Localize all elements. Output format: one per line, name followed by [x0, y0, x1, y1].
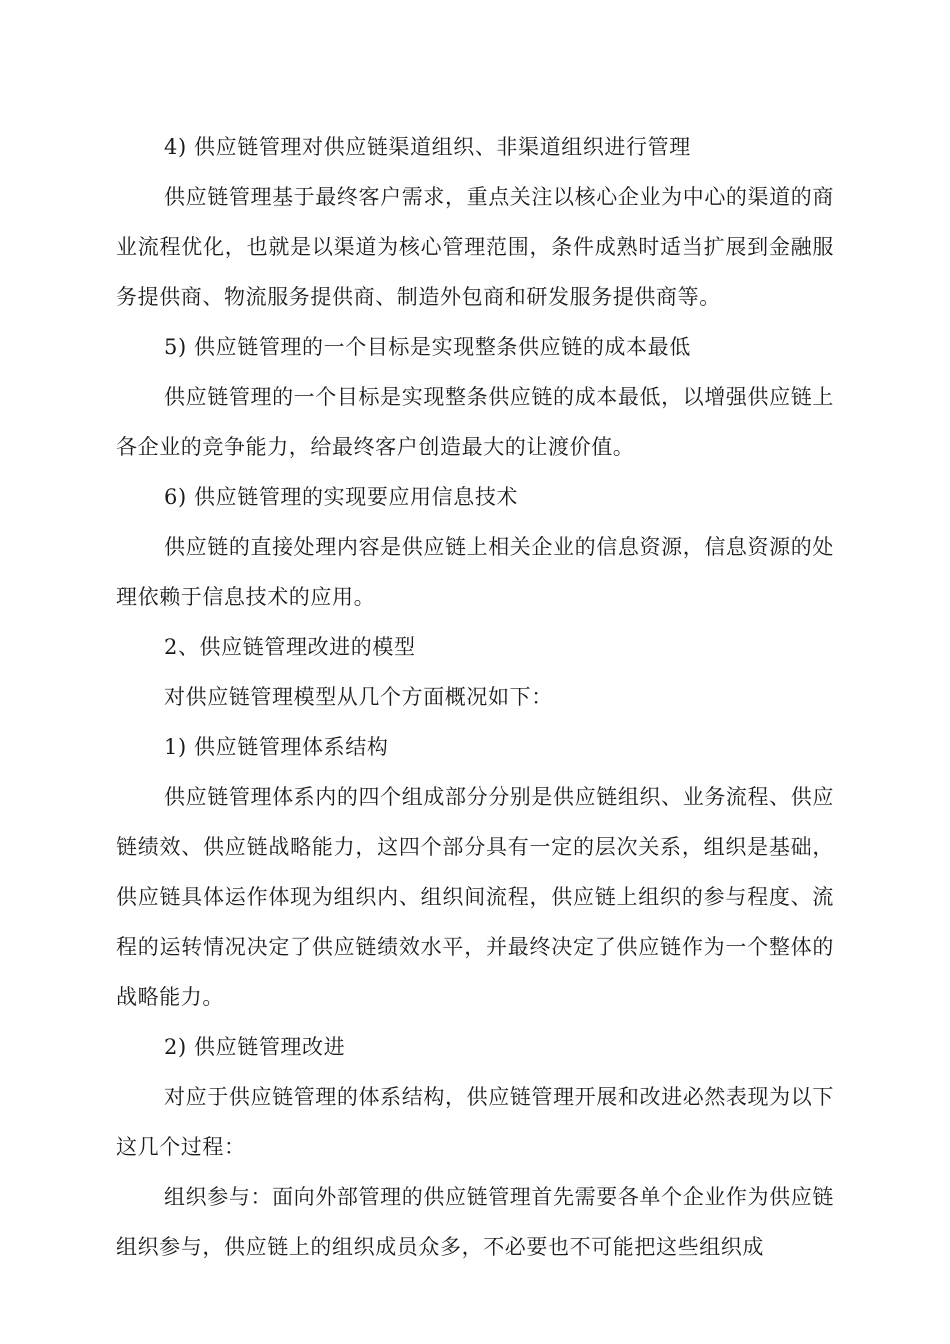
body-paragraph: 组织参与：面向外部管理的供应链管理首先需要各单个企业作为供应链组织参与，供应链上的组织成员众多，不必要也不可能把这些组织成: [116, 1185, 834, 1259]
body-paragraph: 供应链管理基于最终客户需求，重点关注以核心企业为中心的渠道的商业流程优化，也就是以渠道为核心管理范围，条件成熟时适当扩展到金融服务提供商、物流服务提供商、制造外包商和研发服务提供商等。: [116, 185, 834, 309]
section-heading: 5) 供应链管理的一个目标是实现整条供应链的成本最低: [164, 335, 691, 359]
body-paragraph: 供应链管理体系内的四个组成部分分别是供应链组织、业务流程、供应链绩效、供应链战略能力，这四个部分具有一定的层次关系，组织是基础，供应链具体运作体现为组织内、组织间流程，供应链上组织的参与程度、流程的运转情况决定了供应链绩效水平，并最终决定了供应链作为一个整体的战略能力。: [116, 785, 834, 1009]
body-paragraph: 供应链的直接处理内容是供应链上相关企业的信息资源，信息资源的处理依赖于信息技术的应用。: [116, 535, 834, 609]
body-paragraph: 对供应链管理模型从几个方面概况如下：: [164, 685, 553, 709]
section-heading: 2、供应链管理改进的模型: [164, 635, 416, 659]
document-page: [116, 122, 834, 1272]
section-heading: 1) 供应链管理体系结构: [164, 735, 389, 759]
section-heading: 2) 供应链管理改进: [164, 1035, 346, 1059]
body-paragraph: 对应于供应链管理的体系结构，供应链管理开展和改进必然表现为以下这几个过程：: [116, 1085, 834, 1159]
body-paragraph: 供应链管理的一个目标是实现整条供应链的成本最低，以增强供应链上各企业的竞争能力，给最终客户创造最大的让渡价值。: [116, 385, 834, 459]
section-heading: 6) 供应链管理的实现要应用信息技术: [164, 485, 519, 509]
section-heading: 4) 供应链管理对供应链渠道组织、非渠道组织进行管理: [164, 135, 691, 159]
